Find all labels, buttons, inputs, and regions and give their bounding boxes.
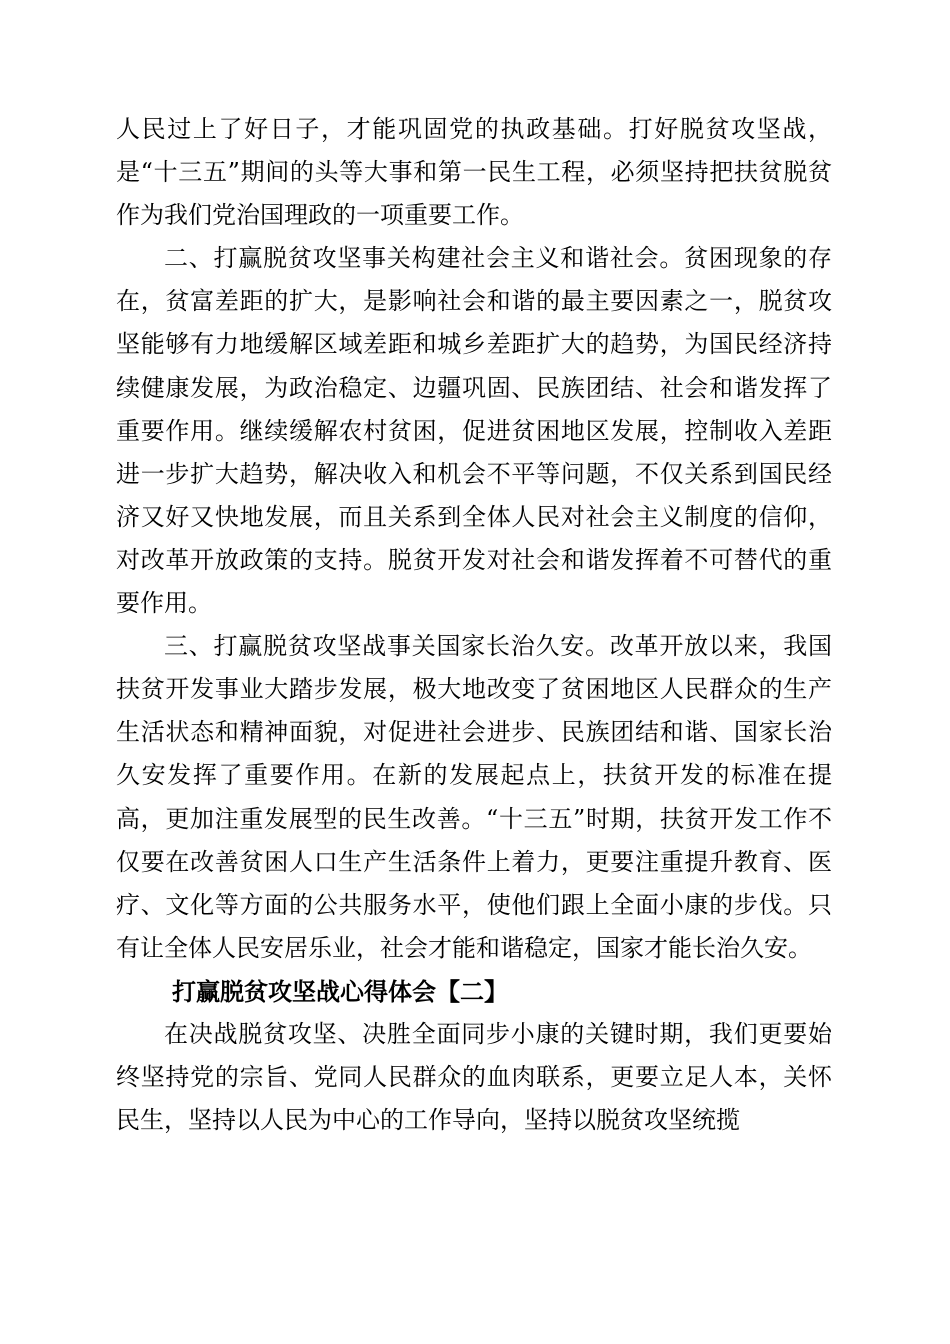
paragraph-continuation: 人民过上了好日子，才能巩固党的执政基础。打好脱贫攻坚战，是“十三五”期间的头等大事和第一民生工程，必须坚持把扶贫脱贫作为我们党治国理政的一项重要工作。 [116, 115, 832, 230]
document-page [116, 108, 832, 1142]
paragraph-point-three: 三、打赢脱贫攻坚战事关国家长治久安。改革开放以来，我国扶贫开发事业大踏步发展，极大地改变了贫困地区人民群众的生产生活状态和精神面貌，对促进社会进步、民族团结和谐、国家长治久安发挥了重要作用。在新的发展起点上，扶贫开发的标准在提高，更加注重发展型的民生改善。“十三五”时期，扶贫开发工作不仅要在改善贫困人口生产生活条件上着力，更要注重提升教育、医疗、文化等方面的公共服务水平，使他们跟上全面小康的步伐。只有让全体人民安居乐业，社会才能和谐稳定，国家才能长治久安。 [116, 632, 832, 962]
paragraph-point-two: 二、打赢脱贫攻坚事关构建社会主义和谐社会。贫困现象的存在，贫富差距的扩大，是影响社会和谐的最主要因素之一，脱贫攻坚能够有力地缓解区域差距和城乡差距扩大的趋势，为国民经济持续健康发展，为政治稳定、边疆巩固、民族团结、社会和谐发挥了重要作用。继续缓解农村贫困，促进贫困地区发展，控制收入差距进一步扩大趋势，解决收入和机会不平等问题，不仅关系到国民经济又好又快地发展，而且关系到全体人民对社会主义制度的信仰，对改革开放政策的支持。脱贫开发对社会和谐发挥着不可替代的重要作用。 [116, 244, 832, 618]
section-heading: 打赢脱贫攻坚战心得体会【二】 [172, 976, 508, 1006]
paragraph-closing: 在决战脱贫攻坚、决胜全面同步小康的关键时期，我们更要始终坚持党的宗旨、党同人民群众的血肉联系，更要立足人本，关怀民生，坚持以人民为中心的工作导向，坚持以脱贫攻坚统揽 [116, 1019, 832, 1135]
